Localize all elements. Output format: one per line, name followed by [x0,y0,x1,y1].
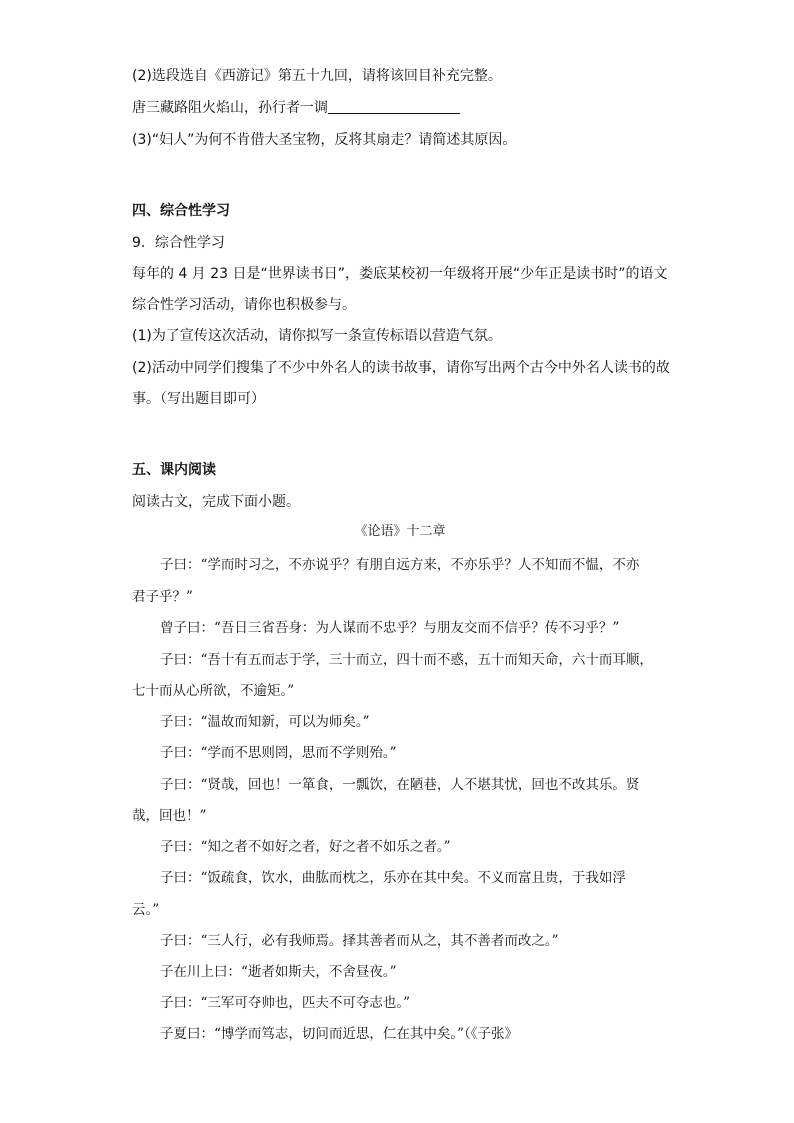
section-4-heading: 四、综合性学习 [132,203,230,219]
passage-line: 子曰：“学而时习之，不亦说乎？有朋自远方来，不亦乐乎？人不知而不愠，不亦 [160,557,640,573]
reading-instruction: 阅读古文，完成下面小题。 [132,494,300,510]
question-9-sub-2-line-2: 事。（写出题目即可） [132,391,265,407]
passage-title: 《论语》十二章 [354,524,446,539]
answer-blank[interactable] [328,99,460,114]
question-2-text: 唐三藏路阻火焰山，孙行者一调 [132,100,328,116]
question-9-intro-line-1: 每年的 4 月 23 日是“世界读书日”，娄底某校初一年级将开展“少年正是读书时”的语文 [132,266,668,282]
passage-line: 子曰：“贤哉，回也！一箪食，一瓢饮，在陋巷，人不堪其忧，回也不改其乐。贤 [160,777,640,793]
passage-line: 子曰：“三军可夺帅也，匹夫不可夺志也。” [160,995,411,1011]
question-9-sub-2-line-1: (2)活动中同学们搜集了不少中外名人的读书故事，请你写出两个古今中外名人读书的故 [132,360,670,376]
passage-line: 子曰：“学而不思则罔，思而不学则殆。” [160,745,397,761]
question-3-prompt: (3)“妇人”为何不肯借大圣宝物，反将其扇走？请简述其原因。 [132,132,517,148]
question-2-fill-line [132,98,672,118]
passage-line: 子曰：“三人行，必有我师焉。择其善者而从之，其不善者而改之。” [160,933,559,949]
question-9-sub-1: (1)为了宣传这次活动，请你拟写一条宣传标语以营造气氛。 [132,328,502,344]
passage-line: 子夏曰：“博学而笃志，切问而近思，仁在其中矣。”（《子张》 [160,1026,519,1042]
question-2-prompt: (2)选段选自《西游记》第五十九回，请将该回目补充完整。 [132,68,502,84]
question-9-number: 9．综合性学习 [132,235,225,251]
question-9-intro-line-2: 综合性学习活动，请你也积极参与。 [132,297,356,313]
passage-line: 哉，回也！” [132,808,207,824]
passage-line: 七十而从心所欲，不逾矩。” [132,683,295,699]
passage-line: 子曰：“吾十有五而志于学，三十而立，四十而不惑，五十而知天命，六十而耳顺， [160,652,653,668]
passage-line: 子曰：“知之者不如好之者，好之者不如乐之者。” [160,839,451,855]
passage-line: 君子乎？” [132,589,193,605]
passage-line: 子在川上曰：“逝者如斯夫，不舍昼夜。” [160,964,397,980]
passage-line: 云。” [132,902,160,918]
passage-line: 曾子曰：“吾日三省吾身：为人谋而不忠乎？与朋友交而不信乎？传不习乎？” [160,620,620,636]
passage-line: 子曰：“饭疏食，饮水，曲肱而枕之，乐亦在其中矣。不义而富且贵，于我如浮 [160,870,626,886]
passage-line: 子曰：“温故而知新，可以为师矣。” [160,714,370,730]
section-5-heading: 五、课内阅读 [132,462,216,478]
